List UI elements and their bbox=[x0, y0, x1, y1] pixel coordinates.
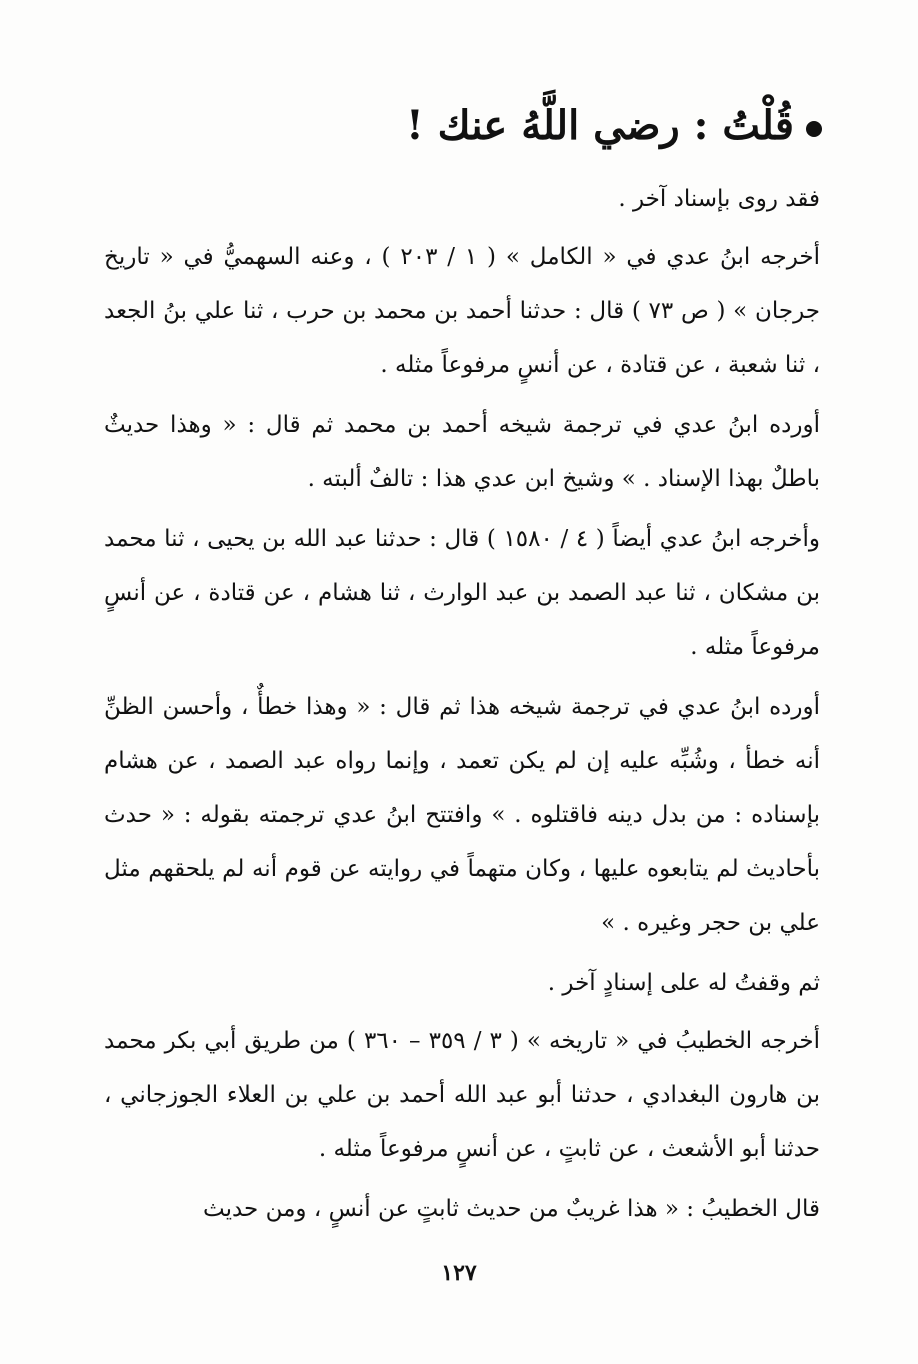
section-heading bbox=[96, 96, 822, 156]
paragraph: أخرجه ابنُ عدي في « الكامل » ( ١ / ٢٠٣ ) ، وعنه السهميُّ في « تاريخ جرجان » ( ص ٧٣ ) قال : حدثنا أحمد بن محمد بن حرب ، ثنا علي بنُ الجعد ، ثنا شعبة ، عن قتادة ، عن أنسٍ مرفوعاً مثله . bbox=[104, 244, 821, 378]
paragraph: أورده ابنُ عدي في ترجمة شيخه هذا ثم قال : « وهذا خطأٌ ، وأحسن الظنِّ أنه خطأ ، وشُبِّه عليه إن لم يكن تعمد ، وإنما رواه عبد الصمد ، عن هشام بإسناده : من بدل دينه فاقتلوه . » وافتتح ابنُ عدي ترجمته بقوله : « حدث بأحاديث لم يتابعوه عليها ، وكان متهماً في روايته عن قوم أنه لم يلحقهم مثل علي بن حجر وغيره . » bbox=[104, 694, 820, 936]
bullet-icon bbox=[806, 121, 822, 137]
paragraph: فقد روى بإسناد آخر . bbox=[618, 186, 820, 212]
body-text bbox=[104, 172, 820, 1242]
heading-text: قُلْتُ : رضي اللَّهُ عنك ! bbox=[406, 102, 794, 149]
paragraph: أورده ابنُ عدي في ترجمة شيخه أحمد بن محمد ثم قال : « وهذا حديثٌ باطلٌ بهذا الإسناد . » وشيخ ابن عدي هذا : تالفٌ ألبته . bbox=[104, 412, 820, 492]
page-number: ١٢٧ bbox=[441, 1260, 477, 1286]
paragraph: أخرجه الخطيبُ في « تاريخه » ( ٣ / ٣٥٩ – ٣٦٠ ) من طريق أبي بكر محمد بن هارون البغدادي ، حدثنا أبو عبد الله أحمد بن علي بن العلاء الجوزجاني ، حدثنا أبو الأشعث ، عن ثابتٍ ، عن أنسٍ مرفوعاً مثله . bbox=[104, 1028, 821, 1162]
paragraph: وأخرجه ابنُ عدي أيضاً ( ٤ / ١٥٨٠ ) قال : حدثنا عبد الله بن يحيى ، ثنا محمد بن مشكان ، ثنا عبد الصمد بن عبد الوارث ، ثنا هشام ، عن قتادة ، عن أنسٍ مرفوعاً مثله . bbox=[104, 526, 821, 660]
paragraph: قال الخطيبُ : « هذا غريبٌ من حديث ثابتٍ عن أنسٍ ، ومن حديث bbox=[203, 1196, 820, 1222]
paragraph: ثم وقفتُ له على إسنادٍ آخر . bbox=[547, 970, 820, 996]
